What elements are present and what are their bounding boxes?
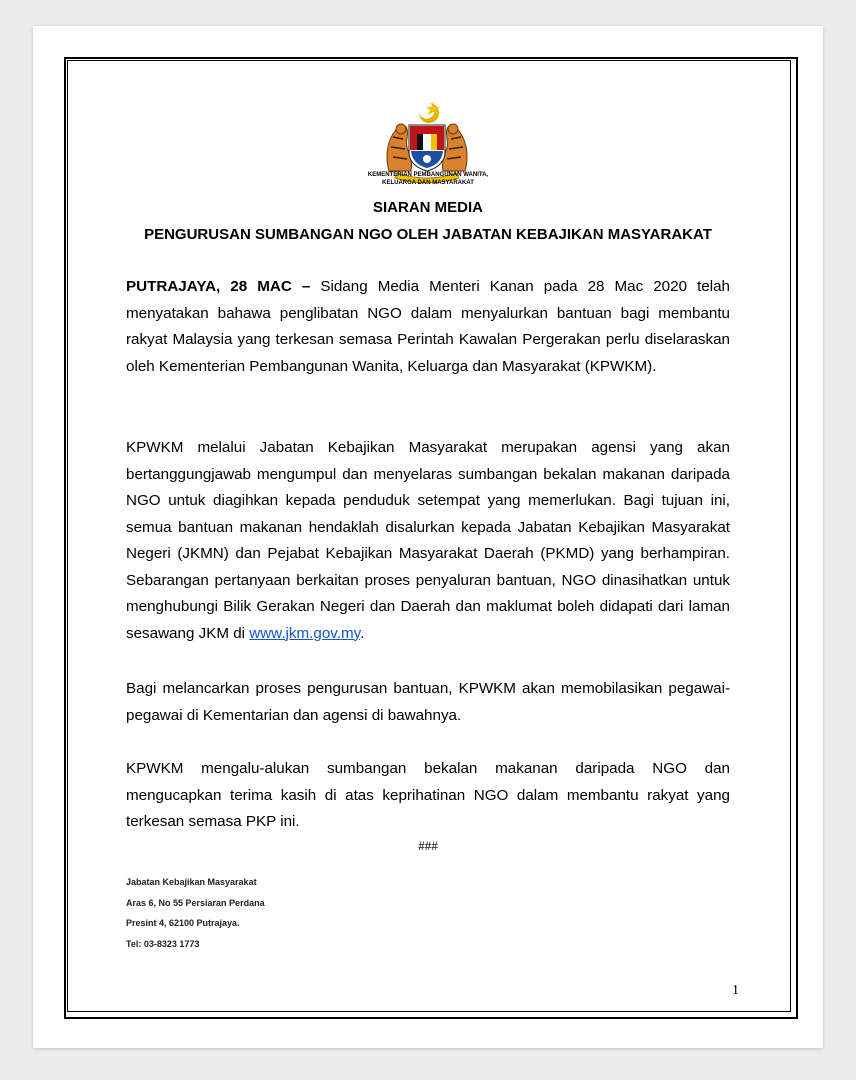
paragraph-3: Bagi melancarkan proses pengurusan bantuan, KPWKM akan memobilasikan pegawai-pegawai di Kementarian dan agensi di bawahnya. xyxy=(126,680,730,724)
page-number: 1 xyxy=(732,983,739,998)
paragraph-2-text: KPWKM melalui Jabatan Kebajikan Masyarakat merupakan agensi yang akan bertanggungjawab mengumpul dan menyelaras sumbangan bekalan makanan daripada NGO untuk diagihkan kepada penduduk setempat yang memerlukan. Bagi tujuan ini, semua bantuan makanan hendaklah disalurkan kepada Jabatan Kebajikan Masyarakat Negeri (JKMN) dan Pejabat Kebajikan Masyarakat Daerah (PKMD) yang berhampiran. Sebarangan pertanyaan berkaitan proses penyaluran bantuan, NGO dinasihatkan untuk menghubungi Bilik Gerakan Negeri dan Daerah dan maklumat boleh didapati dari laman sesawang JKM di xyxy=(126,439,730,642)
paragraph-2 xyxy=(126,435,730,647)
paragraph-1-text: Sidang Media Menteri Kanan pada 28 Mac 2020 telah menyatakan bahawa penglibatan NGO dalam menyalurkan bantuan bagi membantu rakyat Malaysia yang terkesan semasa Perintah Kawalan Pergerakan perlu diselaraskan oleh Kementerian Pembangunan Wanita, Keluarga dan Masyarakat (KPWKM). xyxy=(126,278,730,375)
ministry-name-line-1: KEMENTERIAN PEMBANGUNAN WANITA, xyxy=(367,172,489,178)
document-subtitle: PENGURUSAN SUMBANGAN NGO OLEH JABATAN KEBAJIKAN MASYARAKAT xyxy=(144,226,712,243)
document-page xyxy=(33,26,823,1048)
end-mark: ### xyxy=(418,838,438,853)
paragraph-4: KPWKM mengalu-alukan sumbangan bekalan makanan daripada NGO dan mengucapkan terima kasih di atas keprihatinan NGO dalam membantu rakyat yang terkesan semasa PKP ini. xyxy=(126,760,730,830)
footer-address xyxy=(126,872,265,954)
dateline: PUTRAJAYA, 28 MAC – xyxy=(126,278,311,295)
footer-line-2: Aras 6, No 55 Persiaran Perdana xyxy=(126,897,265,908)
ministry-name-line-2: KELUARGA DAN MASYARAKAT xyxy=(382,179,474,186)
ministry-name xyxy=(293,172,563,187)
document-title: SIARAN MEDIA xyxy=(372,199,483,216)
footer-line-4: Tel: 03-8323 1773 xyxy=(126,938,200,949)
paragraph-1 xyxy=(126,274,730,380)
footer-line-1: Jabatan Kebajikan Masyarakat xyxy=(126,877,257,887)
jkm-website-link[interactable]: www.jkm.gov.my xyxy=(249,624,361,642)
footer-line-3: Presint 4, 62100 Putrajaya. xyxy=(126,918,240,928)
paragraph-2-end: . xyxy=(360,624,365,642)
